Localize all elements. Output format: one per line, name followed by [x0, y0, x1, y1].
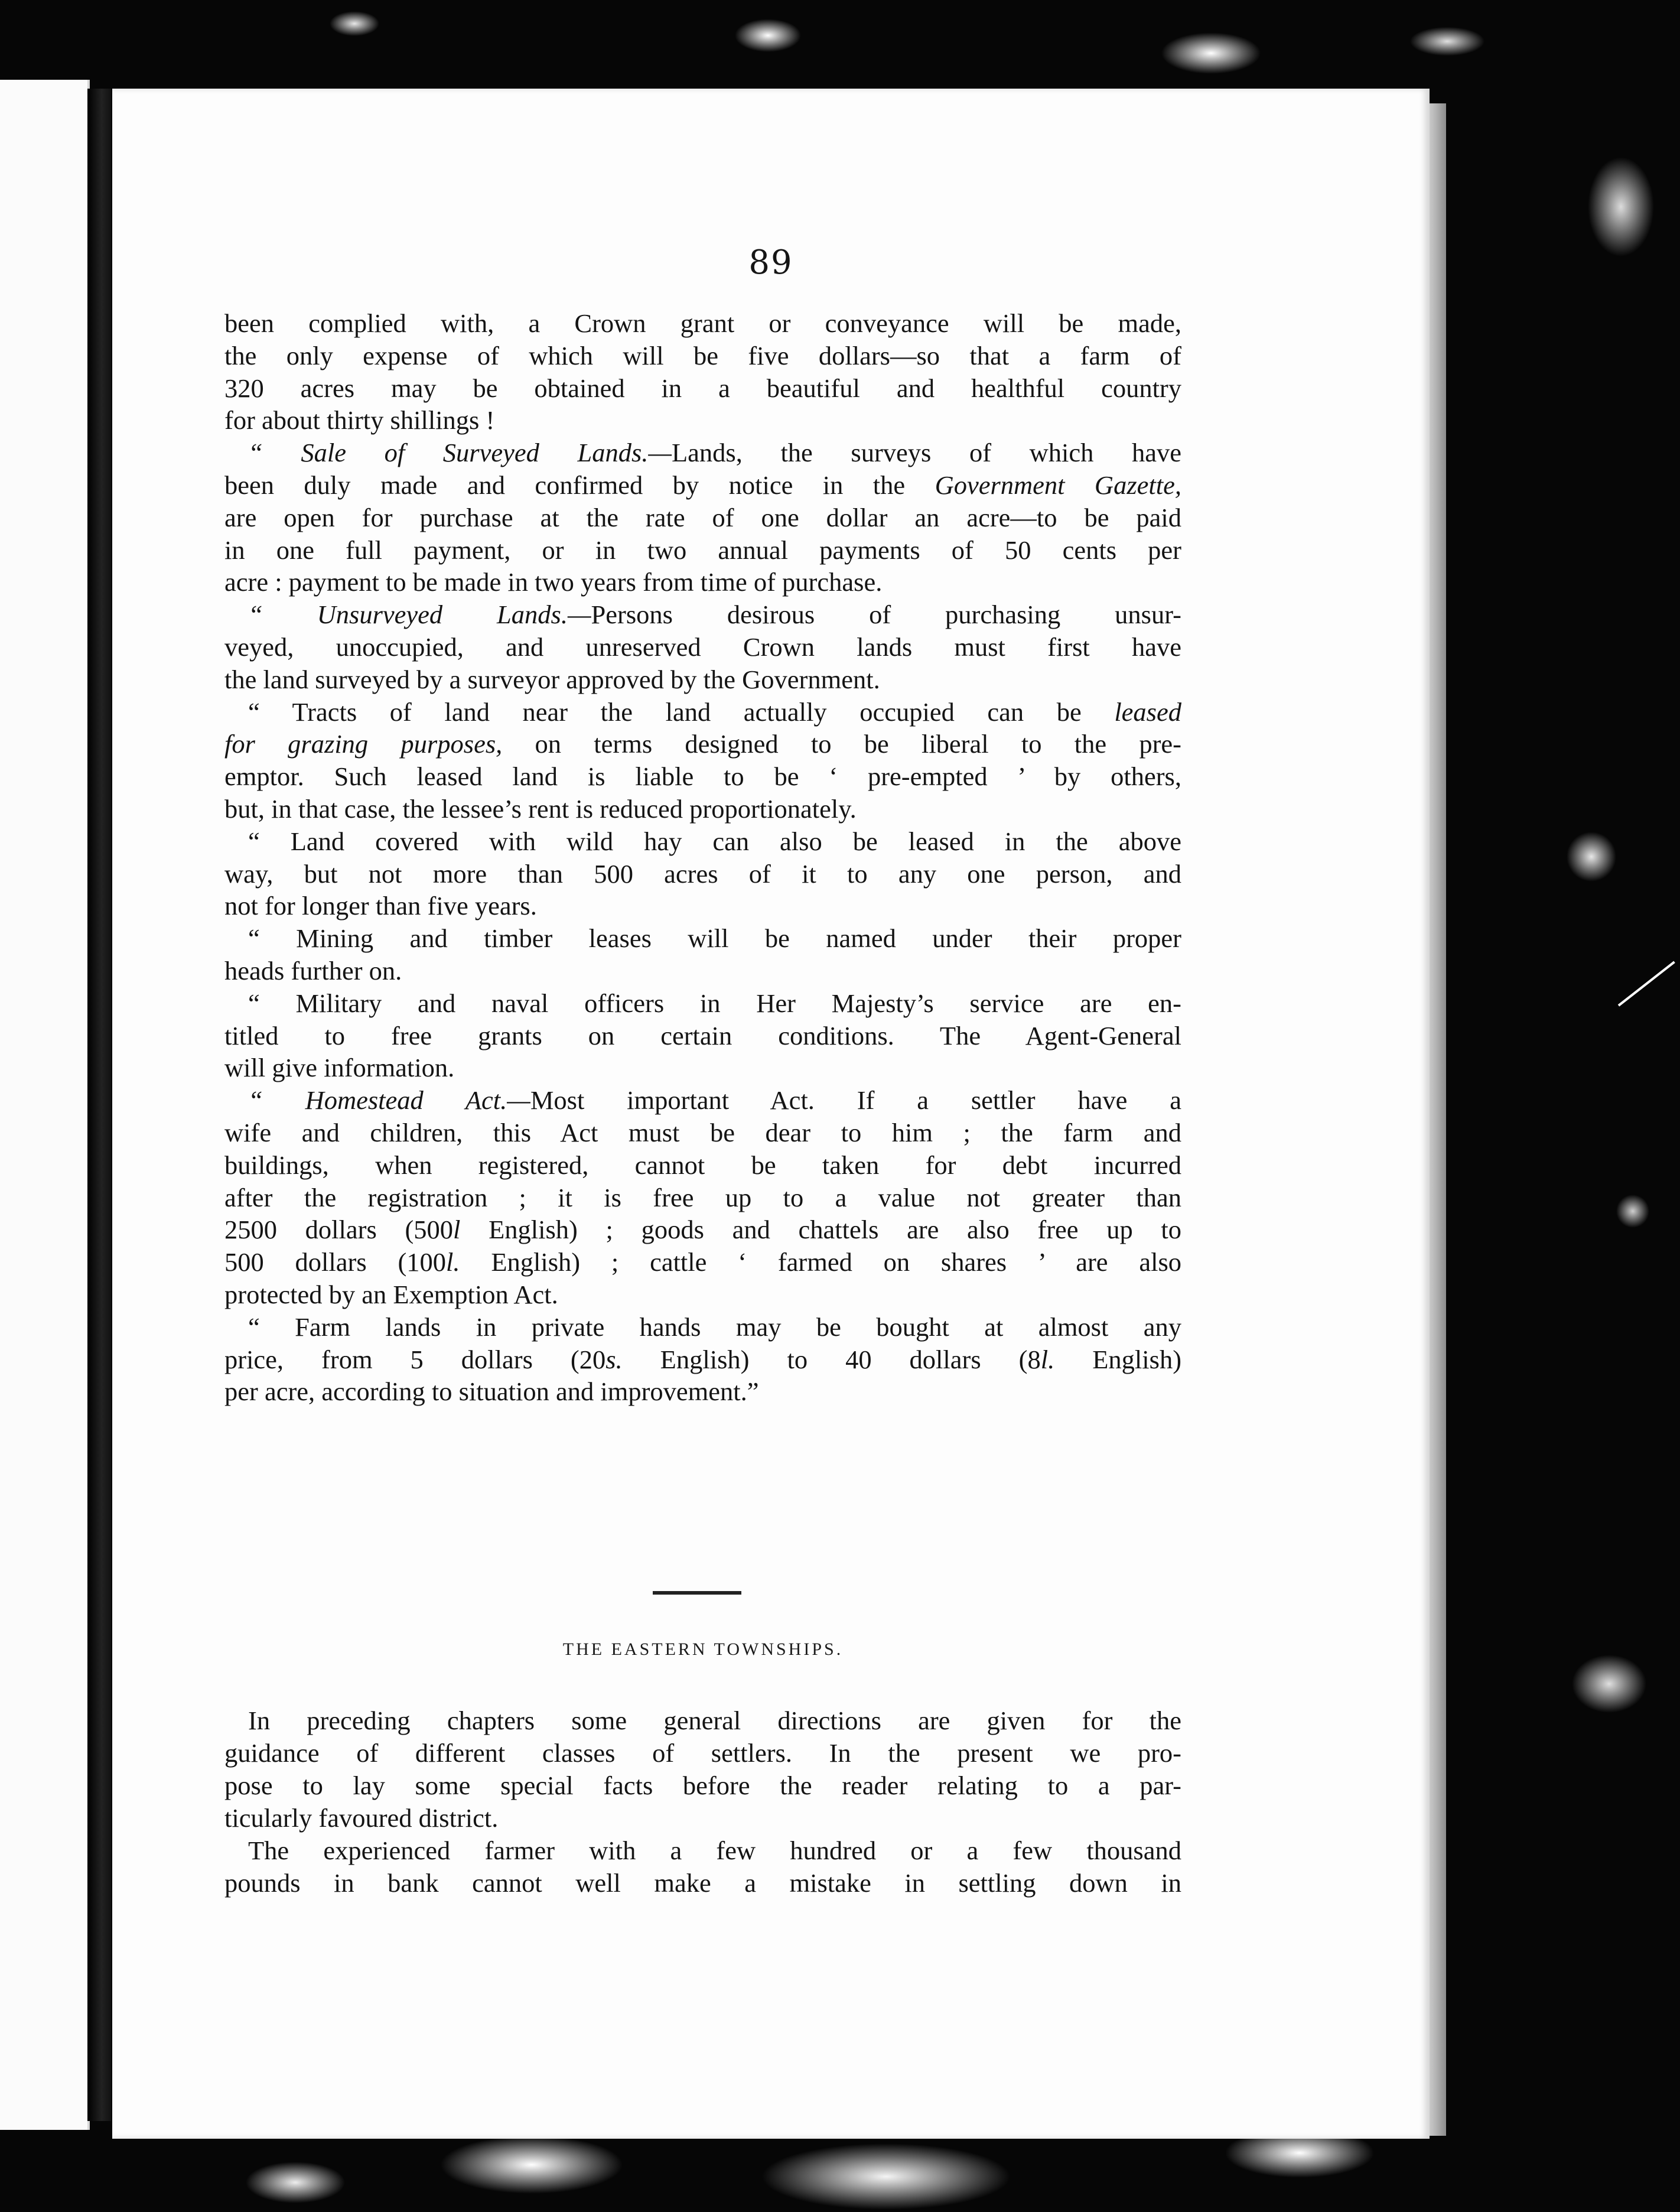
text-line: in one full payment, or in two annual payments of 50 cents per: [224, 535, 1181, 565]
text-fragment: price, from 5 dollars (20: [224, 1344, 606, 1374]
text-fragment: been duly made and confirmed by notice in the: [224, 470, 906, 500]
paragraph-homestead-act: [224, 1084, 1181, 1117]
scan-noise-top: [0, 0, 1680, 89]
text-line: are open for purchase at the rate of one dollar an acre—to be paid: [224, 502, 1181, 532]
text-line: “ Land covered with wild hay can also be leased in the above: [248, 826, 1181, 856]
text-line: 320 acres may be obtained in a beautiful and healthful country: [224, 373, 1181, 403]
book-gutter: [87, 89, 111, 2121]
text-line: guidance of different classes of settlers. In the present we pro-: [224, 1738, 1181, 1768]
text-fragment: on terms designed to be liberal to the pre-: [535, 729, 1181, 759]
text-fragment: English) ; goods and chattels are also free up to: [489, 1215, 1181, 1245]
text-fragment: Persons desirous of purchasing unsur-: [591, 600, 1181, 630]
text-fragment: Most important Act. If a settler have a: [530, 1085, 1181, 1115]
text-line: ticularly favoured district.: [224, 1803, 499, 1833]
text-line: not for longer than five years.: [224, 891, 537, 921]
paragraph-line: [224, 1020, 1181, 1052]
paragraph-line: [224, 1246, 1181, 1279]
text-line: after the registration ; it is free up to a value not greater than: [224, 1182, 1181, 1212]
text-line: wife and children, this Act must be dear to him ; the farm and: [224, 1117, 1181, 1147]
scan-noise-right: [1444, 89, 1680, 2097]
text-line: will give information.: [224, 1053, 455, 1083]
paragraph-line-end: [224, 404, 1181, 437]
page-number: 89: [748, 243, 793, 282]
paragraph-line-end: [224, 1279, 1181, 1311]
text-fragment: Lands, the surveys of which have: [671, 438, 1181, 468]
text-line: but, in that case, the lessee’s rent is reduced proportionately.: [224, 793, 857, 824]
italic-text: s.: [605, 1344, 623, 1374]
text-line: heads further on.: [224, 955, 402, 985]
paragraph-line-end: [224, 1052, 1181, 1084]
paragraph-preceding-chapters: [224, 1704, 1181, 1737]
text-line: The experienced farmer with a few hundred or a few thousand: [248, 1836, 1181, 1865]
text-fragment: “ Tracts of land near the land actually occupied can be: [248, 697, 1082, 727]
facing-page-edge: [0, 80, 90, 2130]
text-fragment: 2500 dollars (500: [224, 1215, 454, 1245]
italic-text: Government Gazette,: [935, 470, 1181, 500]
body-text-top: [224, 307, 1181, 1408]
paragraph-line-end: [224, 566, 1181, 598]
paragraph-line-end: [224, 890, 1181, 922]
text-fragment: English): [1092, 1344, 1182, 1374]
paragraph-continuation: [224, 307, 1181, 404]
paragraph-mining: [224, 922, 1181, 955]
paragraph-farm-lands: [224, 1311, 1181, 1344]
text-line: emptor. Such leased land is liable to be ‘ pre-empted ’ by others,: [224, 762, 1181, 792]
text-line: for about thirty shillings !: [224, 405, 495, 435]
text-line: veyed, unoccupied, and unreserved Crown lands must first have: [224, 632, 1181, 662]
paragraph-line: [224, 1117, 1181, 1149]
text-line: the land surveyed by a surveyor approved by the Government.: [224, 664, 880, 694]
text-line: titled to free grants on certain conditions. The Agent-General: [224, 1020, 1181, 1050]
paragraph-line: [224, 469, 1181, 502]
text-fragment: 8: [1027, 1344, 1041, 1374]
text-fragment: English) to 40 dollars (: [660, 1344, 1028, 1374]
italic-text: l.: [446, 1247, 460, 1277]
text-line: the only expense of which will be five dollars—so that a farm of: [224, 340, 1181, 370]
paragraph-line: [224, 1182, 1181, 1214]
paragraph-line-end: [224, 793, 1181, 825]
text-line: protected by an Exemption Act.: [224, 1279, 558, 1309]
paragraph-line-end: [224, 955, 1181, 987]
text-line: pounds in bank cannot well make a mistake in settling down in: [224, 1868, 1181, 1898]
paragraph-line-end: [224, 1375, 1181, 1408]
text-line: buildings, when registered, cannot be taken for debt incurred: [224, 1150, 1181, 1180]
paragraph-wild-hay: [224, 825, 1181, 858]
text-line: per acre, according to situation and improvement.”: [224, 1377, 759, 1407]
italic-heading: “ Homestead Act.—: [248, 1085, 530, 1115]
text-line: “ Farm lands in private hands may be bought at almost any: [248, 1312, 1181, 1342]
text-line: “ Mining and timber leases will be named under their proper: [248, 923, 1181, 954]
italic-text: l: [453, 1215, 461, 1245]
text-fragment: English) ; cattle ‘ farmed on shares ’ are also: [491, 1247, 1182, 1277]
section-rule: [653, 1591, 741, 1595]
italic-heading: “ Unsurveyed Lands.—: [248, 600, 591, 630]
paragraph-experienced-farmer: [224, 1834, 1181, 1867]
paragraph-line-end: [224, 1802, 1181, 1834]
paragraph-line: [224, 1344, 1181, 1376]
text-line: acre : payment to be made in two years from time of purchase.: [224, 567, 883, 597]
paragraph-unsurveyed-lands: [224, 598, 1181, 631]
italic-heading: “ Sale of Surveyed Lands.—: [248, 438, 672, 468]
paragraph-line: [224, 1214, 1181, 1246]
text-line: pose to lay some special facts before the reader relating to a par-: [224, 1771, 1181, 1800]
paragraph-line: [224, 858, 1181, 890]
paragraph-line: [224, 534, 1181, 567]
italic-text: leased: [1114, 697, 1181, 727]
paragraph-line: [224, 1867, 1181, 1899]
paragraph-line: [224, 631, 1181, 663]
text-line: “ Military and naval officers in Her Majesty’s service are en-: [248, 988, 1181, 1018]
paragraph-military: [224, 987, 1181, 1020]
paragraph-line: [224, 1769, 1181, 1802]
paragraph-line-end: [224, 663, 1181, 696]
italic-text: l.: [1040, 1344, 1055, 1374]
text-line: been complied with, a Crown grant or conveyance will be made,: [224, 308, 1181, 338]
italic-text: for grazing purposes,: [224, 729, 503, 759]
paragraph-line: [224, 760, 1181, 793]
text-line: way, but not more than 500 acres of it to any one person, and: [224, 858, 1181, 889]
section-heading: THE EASTERN TOWNSHIPS.: [562, 1640, 844, 1659]
paragraph-line: [224, 1737, 1181, 1769]
text-line: In preceding chapters some general directions are given for the: [248, 1706, 1181, 1735]
paragraph-line: [224, 728, 1181, 760]
body-text-bottom: [224, 1704, 1181, 1899]
paragraph-sale-surveyed-lands: [224, 437, 1181, 469]
paragraph-tracts: [224, 696, 1181, 728]
paragraph-line: [224, 502, 1181, 534]
book-page: [112, 89, 1430, 2139]
text-fragment: 500 dollars (100: [224, 1247, 447, 1277]
paragraph-line: [224, 1149, 1181, 1182]
